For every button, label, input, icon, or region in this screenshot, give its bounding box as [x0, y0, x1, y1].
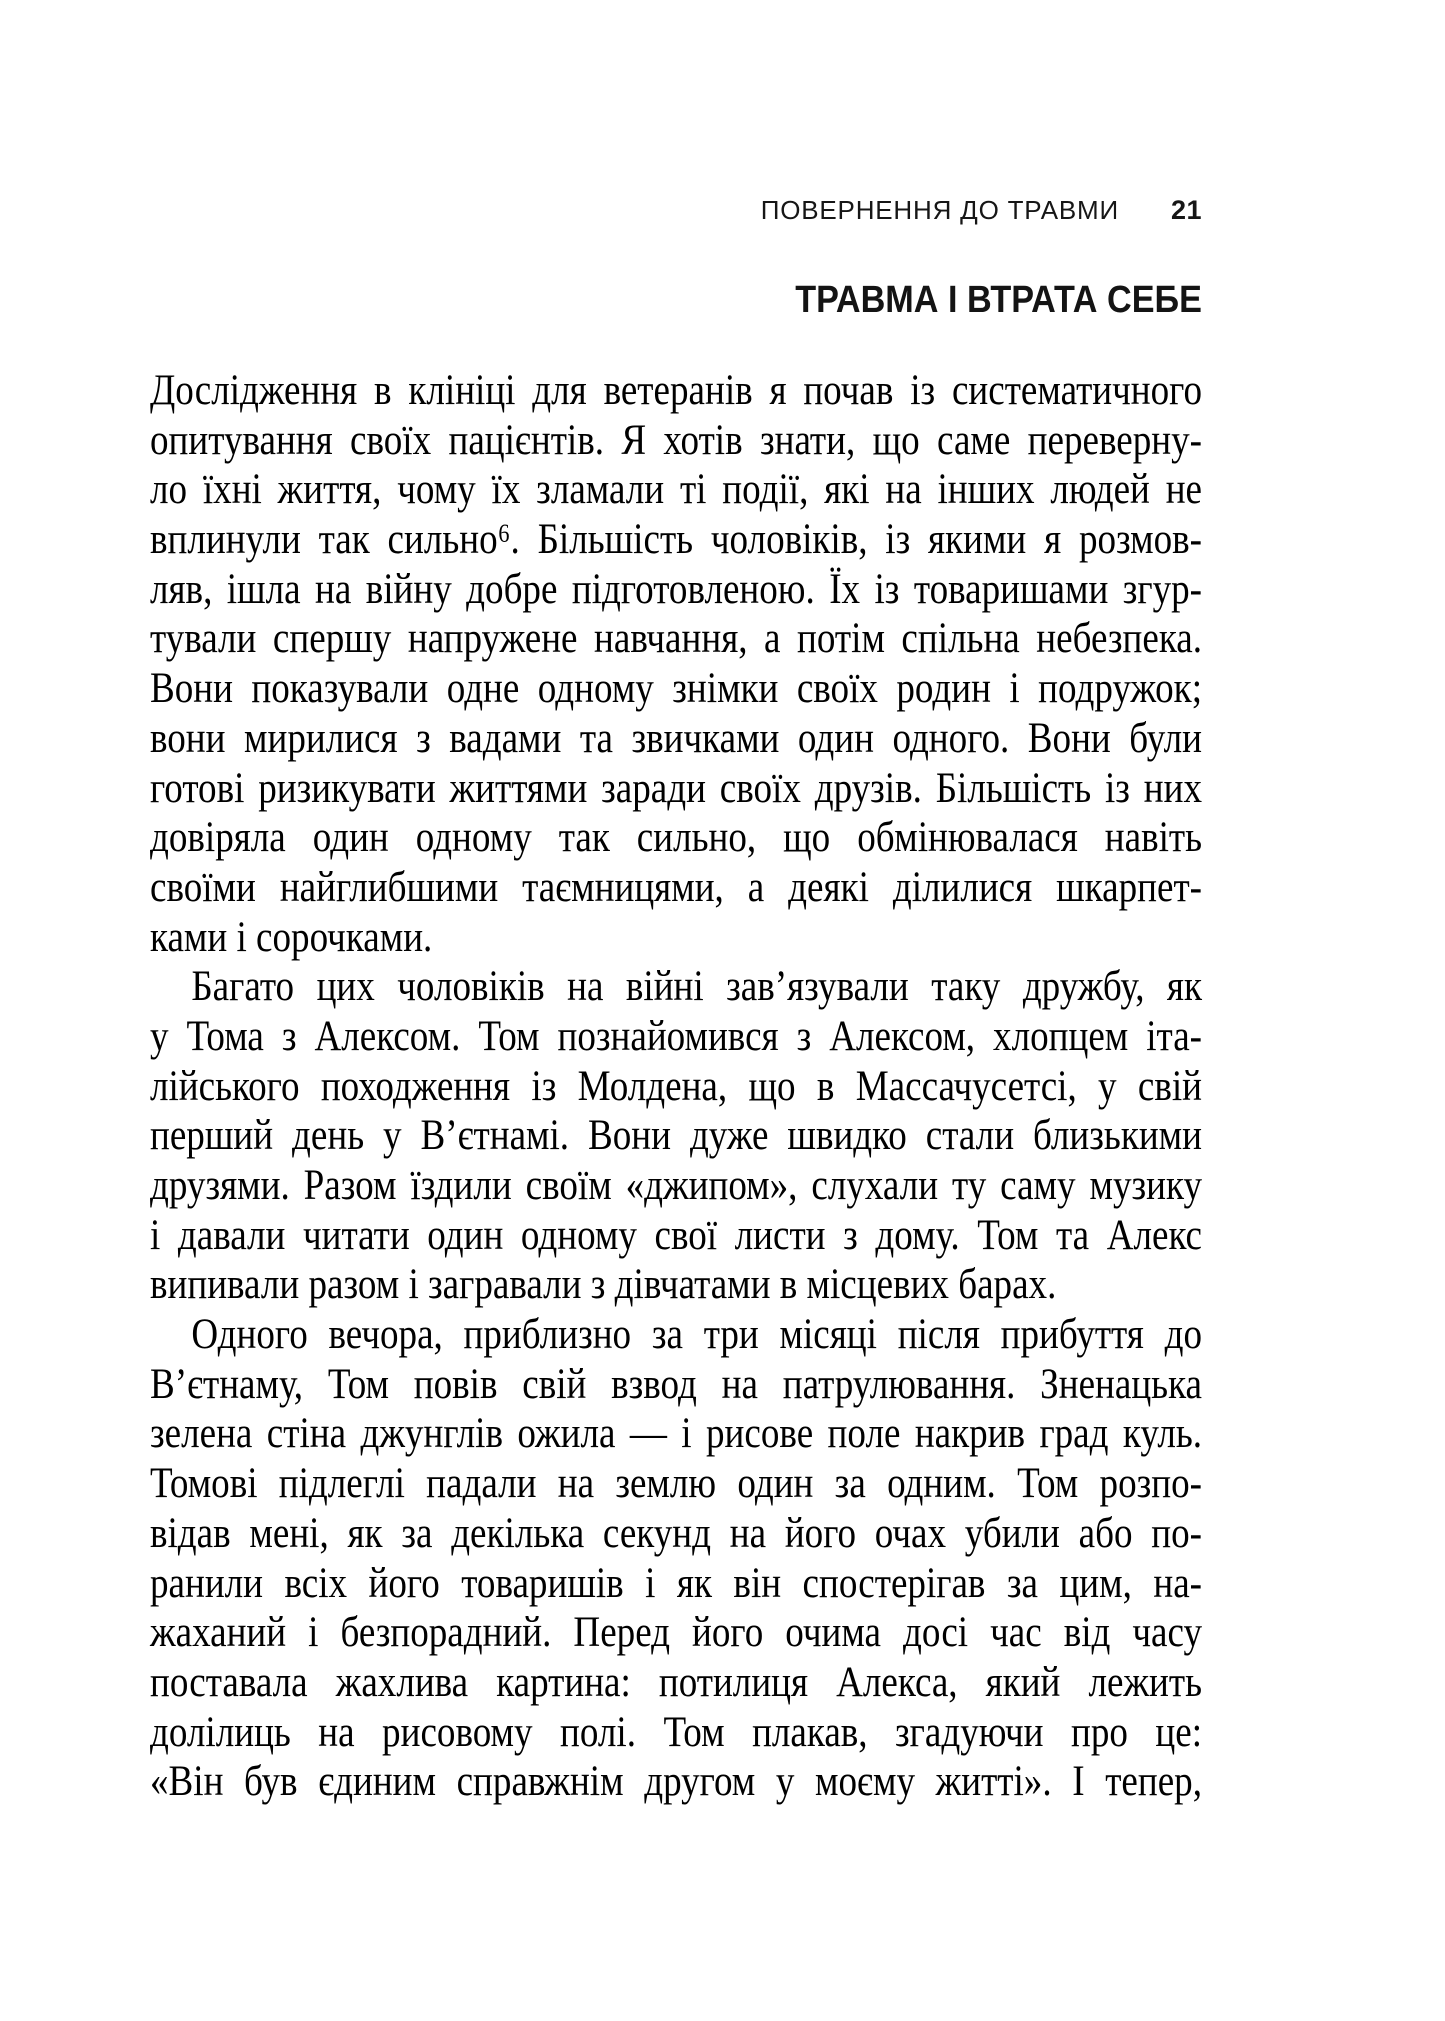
body-line: лійського походження із Молдена, що в Массачусетсі, у свій	[150, 1062, 1203, 1110]
paragraph	[150, 1310, 1202, 1807]
page-number: 21	[1170, 195, 1202, 225]
body-line: «Він був єдиним справжнім другом у моєму житті». І тепер,	[150, 1758, 1203, 1806]
body-line: ранили всіх його товаришів і як він спостерігав за цим, на-	[150, 1559, 1203, 1607]
body-line: Вони показували одне одному знімки своїх родин і подружок;	[150, 665, 1203, 713]
body-line: випивали разом і загравали з дівчатами в місцевих барах.	[150, 1261, 1057, 1309]
body-line: готові ризикувати життями заради своїх друзів. Більшість із них	[150, 764, 1203, 812]
body-line: опитування своїх пацієнтів. Я хотів знати, що саме переверну-	[150, 416, 1203, 464]
paragraph	[150, 366, 1202, 962]
body-line: ками і сорочками.	[150, 913, 433, 961]
body-line: Багато цих чоловіків на війні зав’язували таку дружбу, як	[191, 963, 1203, 1011]
body-text	[150, 366, 1202, 1807]
body-line: долілиць на рисовому полі. Том плакав, згадуючи про це:	[150, 1708, 1203, 1756]
body-line: В’єтнаму, Том повів свій взвод на патрулювання. Зненацька	[150, 1360, 1203, 1408]
body-line: тували спершу напружене навчання, а потім спільна небезпека.	[150, 615, 1203, 663]
section-title: ТРАВМА І ВТРАТА СЕБЕ	[795, 279, 1202, 321]
body-line: у Тома з Алексом. Том познайомився з Алексом, хлопцем іта-	[150, 1012, 1203, 1060]
body-line: своїми найглибшими таємницями, а деякі ділилися шкарпет-	[150, 863, 1203, 911]
paragraph	[150, 962, 1202, 1310]
body-line: ло їхні життя, чому їх зламали ті події, які на інших людей не	[150, 466, 1203, 514]
body-line: вплинули так сильно⁶. Більшість чоловіків, із якими я розмов-	[150, 516, 1203, 564]
running-head	[761, 196, 1202, 224]
body-line: поставала жахлива картина: потилиця Алекса, який лежить	[150, 1658, 1203, 1706]
body-line: ляв, ішла на війну добре підготовленою. Їх із товаришами згур-	[150, 565, 1203, 613]
body-line: Дослідження в клініці для ветеранів я почав із систематичного	[150, 367, 1203, 414]
body-line: відав мені, як за декілька секунд на його очах убили або по-	[150, 1509, 1203, 1557]
body-line: Одного вечора, приблизно за три місяці після прибуття до	[191, 1311, 1203, 1359]
body-line: довіряла один одному так сильно, що обмінювалася навіть	[150, 814, 1203, 862]
body-line: зелена стіна джунглів ожила — і рисове поле накрив град куль.	[150, 1410, 1203, 1458]
body-line: перший день у В’єтнамі. Вони дуже швидко стали близькими	[150, 1112, 1203, 1160]
body-line: і давали читати один одному свої листи з дому. Том та Алекс	[150, 1211, 1203, 1259]
body-line: вони мирилися з вадами та звичками один одного. Вони були	[150, 714, 1203, 762]
body-line: Томові підлеглі падали на землю один за одним. Том розпо-	[150, 1460, 1203, 1508]
body-line: друзями. Разом їздили своїм «джипом», слухали ту саму музику	[150, 1162, 1203, 1209]
body-line: жаханий і безпорадний. Перед його очима досі час від часу	[150, 1609, 1203, 1657]
chapter-title: ПОВЕРНЕННЯ ДО ТРАВМИ	[760, 195, 1119, 225]
